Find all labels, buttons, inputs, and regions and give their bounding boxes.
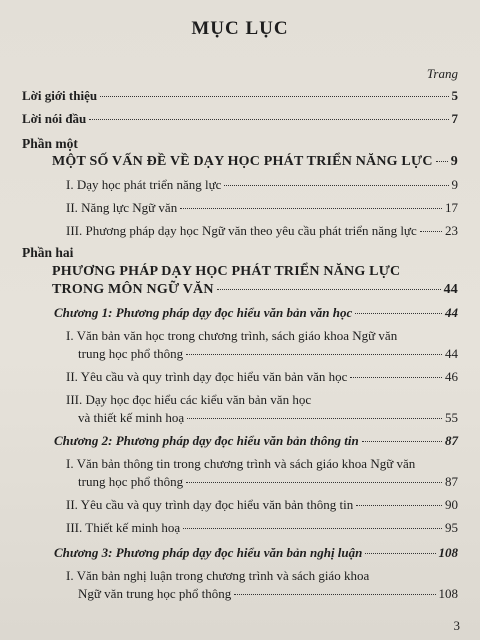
leader-dots [186,482,442,483]
toc-entry-line: I. Văn bản nghị luận trong chương trình và sách giáo khoa [66,568,370,583]
toc-entry-line: I. Văn bản văn học trong chương trình, sách giáo khoa Ngữ văn [66,328,398,343]
leader-dots [100,96,448,97]
toc-entry-section: trung học phổ thông 44 [78,346,458,361]
leader-dots [186,354,442,355]
toc-entry-loi-noi-dau: Lời nói đầu 7 [22,111,458,126]
leader-dots [436,161,448,162]
toc-entry-section: và thiết kế minh hoạ 55 [78,410,458,425]
part-two-label: Phần hai [22,245,74,260]
toc-entry-loi-gioi-thieu: Lời giới thiệu 5 [22,88,458,103]
toc-entry-chapter-2: Chương 2: Phương pháp dạy đọc hiểu văn bản thông tin 87 [54,433,458,448]
page-column-label: Trang [426,66,458,81]
leader-dots [365,553,435,554]
toc-entry-part-one-title: MỘT SỐ VẤN ĐỀ VỀ DẠY HỌC PHÁT TRIỂN NĂNG LỰC 9 [52,154,458,169]
toc-entry-section: II. Yêu cầu và quy trình dạy đọc hiểu văn bản thông tin 90 [66,497,458,512]
leader-dots [355,313,442,314]
part-two-title-line1: PHƯƠNG PHÁP DẠY HỌC PHÁT TRIỂN NĂNG LỰC [52,264,401,279]
leader-dots [350,377,442,378]
toc-entry-section: trung học phổ thông 87 [78,474,458,489]
toc-entry-part-two-title: TRONG MÔN NGỮ VĂN 44 [52,282,458,297]
toc-entry-section: II. Yêu cầu và quy trình dạy đọc hiểu văn bản văn học 46 [66,369,458,384]
toc-entry-section: Ngữ văn trung học phổ thông 108 [78,586,458,601]
toc-entry-chapter-3: Chương 3: Phương pháp dạy đọc hiểu văn bản nghị luận 108 [54,545,458,560]
leader-dots [89,119,448,120]
leader-dots [234,594,435,595]
leader-dots [362,441,442,442]
toc-entry-line: III. Dạy học đọc hiểu các kiểu văn bản văn học [66,392,312,407]
toc-entry-section: I. Dạy học phát triển năng lực 9 [66,177,458,192]
page-number: 3 [453,618,460,633]
leader-dots [180,208,442,209]
leader-dots [224,185,448,186]
leader-dots [356,505,442,506]
leader-dots [217,289,441,290]
leader-dots [183,528,442,529]
toc-title: MỤC LỤC [191,18,289,39]
leader-dots [420,231,442,232]
leader-dots [187,418,442,419]
toc-entry-section: III. Thiết kế minh hoạ 95 [66,520,458,535]
part-one-label: Phần một [22,136,78,151]
toc-entry-section: III. Phương pháp dạy học Ngữ văn theo yêu cầu phát triển năng lực 23 [66,223,458,238]
toc-entry-section: II. Năng lực Ngữ văn 17 [66,200,458,215]
toc-entry-chapter-1: Chương 1: Phương pháp dạy đọc hiểu văn bản văn học 44 [54,305,458,320]
toc-entry-line: I. Văn bản thông tin trong chương trình và sách giáo khoa Ngữ văn [66,456,416,471]
